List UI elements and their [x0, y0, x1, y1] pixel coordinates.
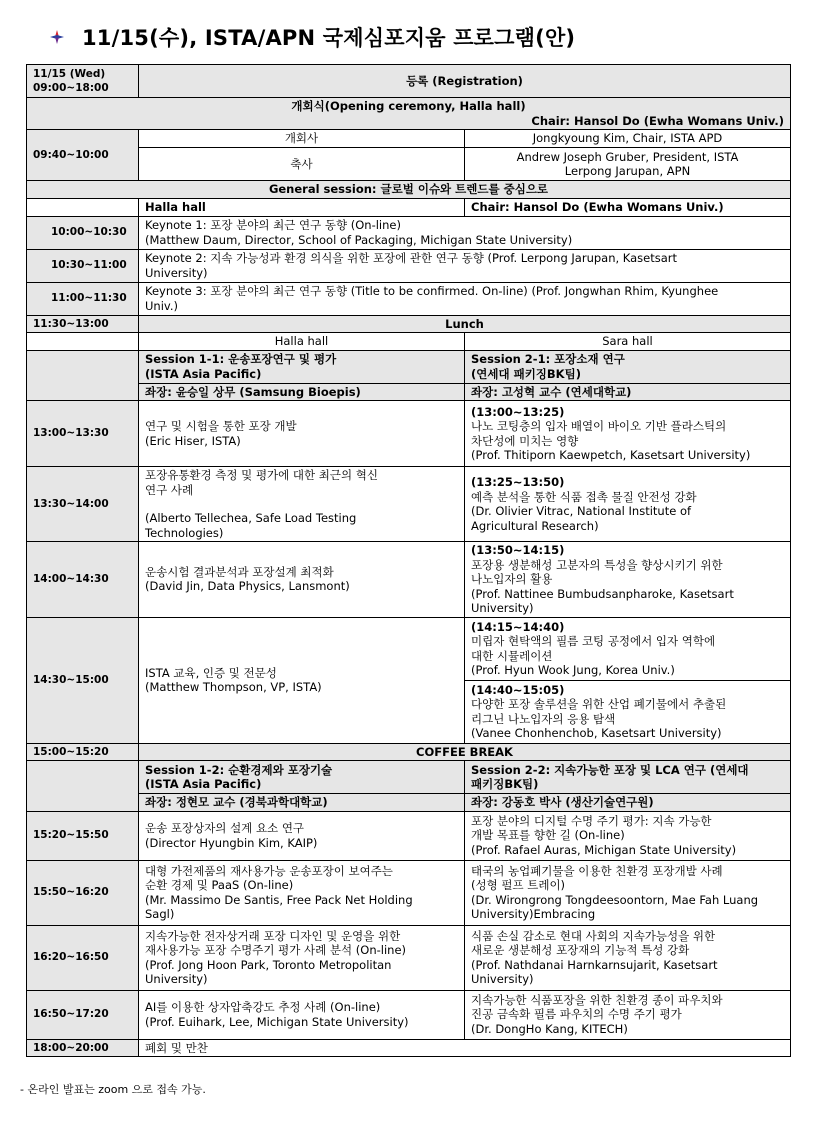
talk-title: 나노입자의 활용 [471, 572, 553, 586]
talk-title: 식품 손실 감소로 현대 사회의 지속가능성을 위한 [471, 928, 716, 943]
session1-left-org: (ISTA Asia Pacific) [145, 366, 262, 381]
talk-slot: (14:40~15:05) [471, 682, 565, 697]
talk-title: 포장용 생분해성 고분자의 특성을 향상시키기 위한 [471, 557, 723, 572]
talk-title: 개발 목표를 향한 길 (On-line) [471, 828, 625, 843]
session1-row [27, 467, 791, 542]
keynote-speaker: University) [145, 265, 208, 280]
talk-title: 연구 사례 [145, 482, 194, 497]
session2-row [27, 925, 791, 990]
talk-title: 다양한 포장 솔루션을 위한 산업 폐기물에서 추출된 [471, 697, 727, 711]
closing-row [27, 1039, 791, 1057]
registration-label: 등록 (Registration) [139, 65, 791, 98]
closing-time: 18:00~20:00 [27, 1039, 139, 1057]
opening-chair: Chair: Hansol Do (Ewha Womans Univ.) [531, 113, 784, 128]
opening-time: 09:40~10:00 [27, 130, 139, 181]
talk-title: 예측 분석을 통한 식품 접촉 물질 안전성 강화 [471, 489, 697, 504]
general-chair: Chair: Hansol Do (Ewha Womans Univ.) [465, 199, 791, 217]
talk-speaker: University) [471, 601, 534, 615]
talk-speaker: (Vanee Chonhenchob, Kasetsart University) [471, 726, 722, 740]
talk-title: 순환 경제 및 PaaS (On-line) [145, 878, 294, 892]
opening-header-row [27, 98, 791, 130]
keynote-time: 10:00~10:30 [27, 216, 139, 249]
session1-right-org: (연세대 패키징BK팀) [471, 366, 581, 381]
coffee-row [27, 743, 791, 761]
talk-speaker: (Dr. Wirongrong Tongdeesoontorn, Mae Fah Luang [471, 892, 759, 907]
talk-speaker: (Alberto Tellechea, Safe Load Testing [145, 511, 357, 525]
session2-left-title: Session 1-2: 순환경제와 포장기술 [145, 762, 333, 777]
talk-title: 나노 코팅층의 입자 배열이 바이오 기반 플라스틱의 [471, 419, 727, 433]
schedule-table [26, 64, 791, 1057]
talk-title: 연구 및 시험을 통한 포장 개발 [145, 419, 297, 433]
talk-speaker: University) [145, 972, 208, 986]
talk-slot: (13:00~13:25) [471, 404, 565, 419]
opening-label-1: 개회사 [139, 130, 465, 148]
registration-row [27, 65, 791, 98]
session2-chair-row [27, 794, 791, 812]
keynote-title: Keynote 3: 포장 분야의 최근 연구 동향 (Title to be confirmed. On-line) (Prof. Jongwhan Rhim, Kyunghee [145, 284, 719, 298]
opening-person-2a: Andrew Joseph Gruber, President, ISTA [516, 149, 739, 164]
closing-label: 폐회 및 만찬 [139, 1039, 791, 1057]
talk-speaker: Sagl) [145, 907, 175, 921]
talk-title: 포장유통환경 측정 및 평가에 대한 최근의 혁신 [145, 468, 379, 482]
registration-time: 09:00~18:00 [33, 82, 109, 94]
session2-right-title: Session 2-2: 지속가능한 포장 및 LCA 연구 (연세대 [471, 762, 749, 777]
keynote-title: Keynote 2: 지속 가능성과 환경 의식을 위한 포장에 관한 연구 동향 (Prof. Lerpong Jarupan, Kasetsart [145, 251, 678, 265]
talk-speaker: University) [471, 972, 534, 986]
keynote-time: 11:00~11:30 [27, 282, 139, 315]
talk-title: AI를 이용한 상자압축강도 추정 사례 (On-line) [145, 1000, 381, 1014]
session2-time: 16:50~17:20 [27, 990, 139, 1039]
page-title: 11/15(수), ISTA/APN 국제심포지움 프로그램(안) [82, 26, 576, 50]
general-hall: Halla hall [139, 199, 465, 217]
footnote: - 온라인 발표는 zoom 으로 접속 가능. [20, 1083, 206, 1096]
session2-row [27, 860, 791, 925]
general-header-row [27, 181, 791, 199]
talk-speaker: (David Jin, Data Physics, Lansmont) [145, 579, 350, 594]
talk-title: 포장 분야의 디지털 수명 주기 평가: 지속 가능한 [471, 813, 712, 828]
session1-time: 13:00~13:30 [27, 401, 139, 467]
talk-speaker: University)Embracing [471, 907, 596, 921]
talk-speaker: (Prof. Hyun Wook Jung, Korea Univ.) [471, 663, 675, 677]
general-header: General session: 글로벌 이슈와 트렌드를 중심으로 [27, 181, 791, 199]
lunch-row [27, 315, 791, 333]
halls-row [27, 333, 791, 351]
session1-left-chair: 좌장: 윤승일 상무 (Samsung Bioepis) [139, 383, 465, 401]
talk-speaker: (Prof. Rafael Auras, Michigan State University) [471, 842, 737, 857]
talk-slot: (13:50~14:15) [471, 543, 565, 557]
coffee-label: COFFEE BREAK [139, 743, 791, 761]
keynote-row [27, 249, 791, 282]
hall-right: Sara hall [465, 333, 791, 351]
session2-right-org: 패키징BK팀) [471, 777, 539, 791]
talk-speaker: Technologies) [145, 525, 224, 540]
lunch-time: 11:30~13:00 [27, 315, 139, 333]
hall-left: Halla hall [139, 333, 465, 351]
talk-speaker: (Eric Hiser, ISTA) [145, 433, 241, 448]
session1-chair-row [27, 383, 791, 401]
session2-right-chair: 좌장: 강동호 박사 (생산기술연구원) [465, 794, 791, 812]
talk-title: 재사용가능 포장 수명주기 평가 사례 분석 (On-line) [145, 943, 407, 957]
talk-speaker: (Dr. DongHo Kang, KITECH) [471, 1021, 628, 1036]
bullet-icon [50, 30, 64, 44]
talk-slot: (13:25~13:50) [471, 475, 565, 489]
session2-time: 15:20~15:50 [27, 811, 139, 860]
opening-header: 개회식(Opening ceremony, Halla hall) [291, 99, 526, 113]
session2-row [27, 990, 791, 1039]
opening-person-1: Jongkyoung Kim, Chair, ISTA APD [465, 130, 791, 148]
session2-row [27, 811, 791, 860]
coffee-time: 15:00~15:20 [27, 743, 139, 761]
session1-row [27, 617, 791, 680]
talk-title: (성형 펄프 트레이) [471, 878, 566, 892]
session2-title-row [27, 761, 791, 794]
registration-date: 11/15 (Wed) [33, 67, 106, 80]
talk-title: 리그닌 나노입자의 응용 탐색 [471, 711, 616, 726]
talk-title: 대형 가전제품의 재사용가능 운송포장이 보여주는 [145, 863, 393, 878]
session2-left-chair: 좌장: 정현모 교수 (경북과학대학교) [139, 794, 465, 812]
session1-left-title: Session 1-1: 운송포장연구 및 평가 [145, 352, 337, 366]
opening-row [27, 148, 791, 181]
opening-row [27, 130, 791, 148]
keynote-title: Keynote 1: 포장 분야의 최근 연구 동향 (On-line) [145, 218, 401, 232]
opening-label-2: 축사 [139, 148, 465, 181]
talk-speaker: (Director Hyungbin Kim, KAIP) [145, 835, 318, 850]
talk-title: 태국의 농업폐기물을 이용한 친환경 포장개발 사례 [471, 863, 723, 878]
talk-title: 새로운 생분해성 포장재의 기능적 특성 강화 [471, 943, 690, 957]
talk-speaker: (Prof. Nathdanai Harnkarnsujarit, Kasetsart [471, 957, 718, 972]
general-hall-row [27, 199, 791, 217]
session2-time: 16:20~16:50 [27, 925, 139, 990]
session2-left-org: (ISTA Asia Pacific) [145, 777, 262, 791]
keynote-speaker: Univ.) [145, 298, 178, 313]
talk-speaker: (Prof. Thitiporn Kaewpetch, Kasetsart University) [471, 448, 751, 462]
session1-time: 14:30~15:00 [27, 617, 139, 743]
session1-right-chair: 좌장: 고성혁 교수 (연세대학교) [465, 383, 791, 401]
keynote-row [27, 282, 791, 315]
talk-title: 운송 포장상자의 설계 요소 연구 [145, 821, 305, 835]
talk-title: 운송시험 결과분석과 포장설계 최적화 [145, 564, 334, 579]
session1-right-title: Session 2-1: 포장소재 연구 [471, 352, 625, 366]
talk-speaker: (Mr. Massimo De Santis, Free Pack Net Holding [145, 892, 413, 907]
talk-speaker: (Prof. Nattinee Bumbudsanpharoke, Kasetsart [471, 586, 734, 601]
session1-row [27, 401, 791, 467]
talk-title: 차단성에 미치는 영향 [471, 433, 579, 448]
session1-row [27, 542, 791, 618]
session2-time: 15:50~16:20 [27, 860, 139, 925]
talk-speaker: (Matthew Thompson, VP, ISTA) [145, 680, 322, 694]
talk-speaker: (Prof. Jong Hoon Park, Toronto Metropolitan [145, 957, 392, 972]
keynote-speaker: (Matthew Daum, Director, School of Packaging, Michigan State University) [145, 232, 573, 247]
keynote-row [27, 216, 791, 249]
talk-title: 진공 금속화 필름 파우치의 수명 주기 평가 [471, 1007, 682, 1022]
talk-title: 대한 시뮬레이션 [471, 648, 553, 663]
talk-speaker: (Prof. Euihark, Lee, Michigan State University) [145, 1014, 409, 1029]
session1-time: 14:00~14:30 [27, 542, 139, 618]
talk-title: ISTA 교육, 인증 및 전문성 [145, 665, 277, 680]
talk-title: 지속가능한 식품포장을 위한 친환경 종이 파우치와 [471, 992, 723, 1007]
talk-speaker: Agricultural Research) [471, 518, 599, 533]
talk-slot: (14:15~14:40) [471, 619, 565, 634]
opening-person-2b: Lerpong Jarupan, APN [564, 164, 691, 178]
session1-time: 13:30~14:00 [27, 467, 139, 542]
lunch-label: Lunch [139, 315, 791, 333]
talk-title: 미립자 현탁액의 필름 코팅 공정에서 입자 역학에 [471, 634, 716, 648]
keynote-time: 10:30~11:00 [27, 249, 139, 282]
talk-title: 지속가능한 전자상거래 포장 디자인 및 운영을 위한 [145, 928, 401, 943]
session1-title-row [27, 350, 791, 383]
talk-speaker: (Dr. Olivier Vitrac, National Institute of [471, 504, 692, 518]
